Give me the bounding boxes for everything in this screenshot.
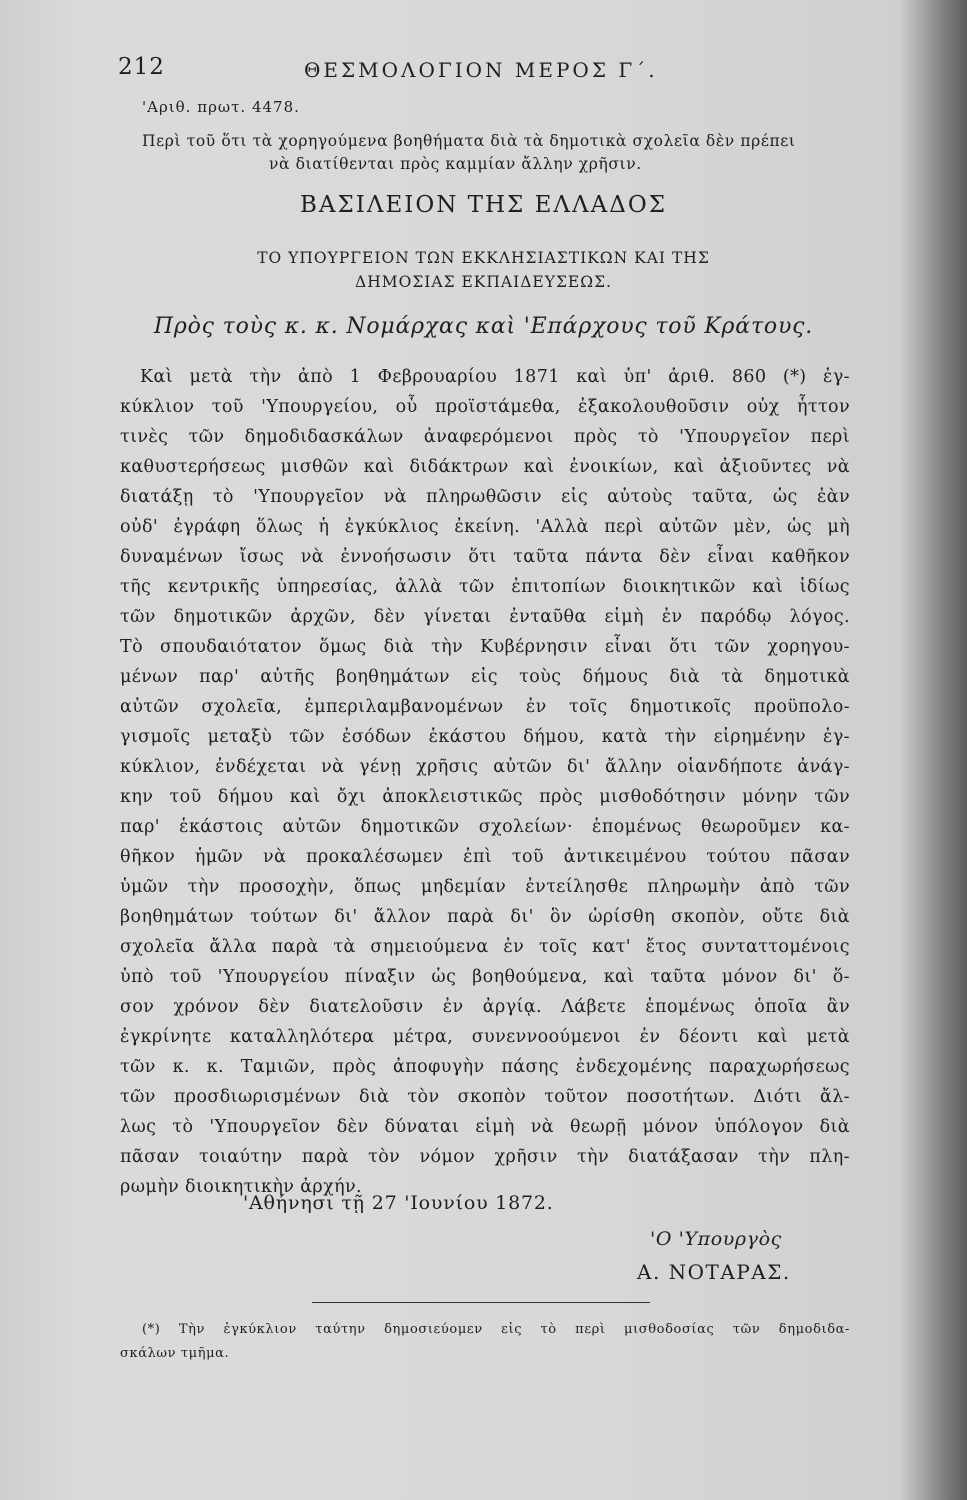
- footnote-divider: [312, 1302, 650, 1303]
- subject-line-2: νὰ διατίθενται πρὸς καμμίαν ἄλλην χρῆσιν.: [269, 155, 642, 173]
- body-line: θῆκον ἡμῶν νὰ προκαλέσωμεν ἐπὶ τοῦ ἀντικειμένου τούτου πᾶσαν: [120, 847, 850, 867]
- body-line: τῆς κεντρικῆς ὑπηρεσίας, ἀλλὰ τῶν ἐπιτοπίων διοικητικῶν καὶ ἰδίως: [120, 577, 850, 597]
- document-date: 'Αθήνησι τῇ 27 'Ιουνίου 1872.: [243, 1192, 554, 1214]
- body-line: ρωμὴν διοικητικὴν ἀρχήν.: [120, 1177, 362, 1197]
- body-line: τῶν δημοτικῶν ἀρχῶν, δὲν γίνεται ἐνταῦθα εἰμὴ ἐν παρόδῳ λόγος.: [120, 607, 850, 627]
- body-line: μένων παρ' αὐτῆς βοηθημάτων εἰς τοὺς δήμους διὰ τὰ δημοτικὰ: [120, 667, 850, 687]
- signature-name: Α. ΝΟΤΑΡΑΣ.: [637, 1260, 791, 1284]
- body-line: βοηθημάτων τούτων δι' ἄλλον παρὰ δι' ὃν ὡρίσθη σκοπὸν, οὔτε διὰ: [120, 907, 850, 927]
- page-number: 212: [118, 54, 165, 80]
- body-line: δυναμένων ἴσως νὰ ἐννοήσωσιν ὅτι ταῦτα πάντα δὲν εἶναι καθῆκον: [120, 547, 850, 567]
- body-line: πᾶσαν τοιαύτην παρὰ τὸν νόμον χρῆσιν τὴν διατάξασαν τὴν πλη-: [120, 1147, 850, 1167]
- ministry-heading: [0, 246, 967, 294]
- body-line: γισμοῖς μεταξὺ τῶν ἐσόδων ἑκάστου δήμου, κατὰ τὴν εἰρημένην ἐγ-: [120, 727, 850, 747]
- body-line: ὑμῶν τὴν προσοχὴν, ὅπως μηδεμίαν ἐντείλησθε πληρωμὴν ἀπὸ τῶν: [120, 877, 850, 897]
- addressee-line: Πρὸς τοὺς κ. κ. Νομάρχας καὶ 'Επάρχους τοῦ Κράτους.: [153, 314, 814, 339]
- footnote-line-2: σκάλων τμῆμα.: [120, 1346, 230, 1361]
- body-line: διατάξῃ τὸ 'Υπουργεῖον νὰ πληρωθῶσιν εἰς αὐτοὺς ταῦτα, ὡς ἐὰν: [120, 487, 850, 507]
- body-line: σον χρόνον δὲν διατελοῦσιν ἐν ἀργίᾳ. Λάβετε ἑπομένως ὁποῖα ἂν: [120, 997, 850, 1017]
- kingdom-heading: ΒΑΣΙΛΕΙΟΝ ΤΗΣ ΕΛΛΑΔΟΣ: [300, 192, 667, 218]
- body-line: Καὶ μετὰ τὴν ἀπὸ 1 Φεβρουαρίου 1871 καὶ ὑπ' ἀριθ. 860 (*) ἐγ-: [140, 367, 850, 387]
- body-line: οὐδ' ἐγράφη ὅλως ἡ ἐγκύκλιος ἐκείνη. 'Αλλὰ περὶ αὐτῶν μὲν, ὡς μὴ: [120, 517, 850, 537]
- footnote-line-1: (*) Τὴν ἐγκύκλιον ταύτην δημοσιεύομεν εἰς τὸ περὶ μισθοδοσίας τῶν δημοδιδα-: [142, 1322, 850, 1337]
- body-line: παρ' ἑκάστοις αὐτῶν δημοτικῶν σχολείων· ἑπομένως θεωροῦμεν κα-: [120, 817, 850, 837]
- body-line: λως τὸ 'Υπουργεῖον δὲν δύναται εἰμὴ νὰ θεωρῇ μόνον ὑπόλογον διὰ: [120, 1117, 850, 1137]
- body-line: καθυστερήσεως μισθῶν καὶ διδάκτρων καὶ ἐνοικίων, καὶ ἀξιοῦντες νὰ: [120, 457, 850, 477]
- body-line: κύκλιον, ἐνδέχεται νὰ γένῃ χρῆσις αὐτῶν δι' ἄλλην οἱανδήποτε ἀνάγ-: [120, 757, 850, 777]
- ministry-line-1: ΤΟ ΥΠΟΥΡΓΕΙΟΝ ΤΩΝ ΕΚΚΛΗΣΙΑΣΤΙΚΩΝ ΚΑΙ ΤΗΣ: [257, 249, 710, 267]
- body-line: αὐτῶν σχολεῖα, ἐμπεριλαμβανομένων ἐν τοῖς δημοτικοῖς προϋπολο-: [120, 697, 850, 717]
- body-line: τῶν προσδιωρισμένων διὰ τὸν σκοπὸν τοῦτον ποσοτήτων. Διότι ἄλ-: [120, 1087, 850, 1107]
- footnote: [120, 1318, 850, 1366]
- document-subject: [142, 130, 847, 176]
- body-line: ὑπὸ τοῦ 'Υπουργείου πίναξιν ὡς βοηθούμενα, καὶ ταῦτα μόνον δι' ὅ-: [120, 967, 850, 987]
- body-line: σχολεῖα ἄλλα παρὰ τὰ σημειούμενα ἐν τοῖς κατ' ἔτος συνταττομένοις: [120, 937, 850, 957]
- protocol-number: 'Αριθ. πρωτ. 4478.: [142, 98, 300, 116]
- signature-title: 'Ο 'Υπουργὸς: [650, 1228, 782, 1250]
- body-line: ἐγκρίνητε καταλληλότερα μέτρα, συνεννοούμενοι ἐν δέοντι καὶ μετὰ: [120, 1027, 850, 1047]
- body-line: κύκλιον τοῦ 'Υπουργείου, οὗ προϊστάμεθα, ἐξακολουθοῦσιν οὐχ ἧττον: [120, 397, 850, 417]
- circular-body: [120, 362, 850, 1202]
- running-title: ΘΕΣΜΟΛΟΓΙΟΝ ΜΕΡΟΣ Γ΄.: [304, 58, 658, 82]
- body-line: κην τοῦ δήμου καὶ ὄχι ἀποκλειστικῶς πρὸς μισθοδότησιν μόνην τῶν: [120, 787, 850, 807]
- ministry-line-2: ΔΗΜΟΣΙΑΣ ΕΚΠΑΙΔΕΥΣΕΩΣ.: [355, 273, 612, 291]
- body-line: τῶν κ. κ. Ταμιῶν, πρὸς ἀποφυγὴν πάσης ἐνδεχομένης παραχωρήσεως: [120, 1057, 850, 1077]
- body-line: Τὸ σπουδαιότατον ὅμως διὰ τὴν Κυβέρνησιν εἶναι ὅτι τῶν χορηγου-: [120, 637, 850, 657]
- body-line: τινὲς τῶν δημοδιδασκάλων ἀναφερόμενοι πρὸς τὸ 'Υπουργεῖον περὶ: [120, 427, 850, 447]
- subject-line-1: Περὶ τοῦ ὅτι τὰ χορηγούμενα βοηθήματα διὰ τὰ δημοτικὰ σχολεῖα δὲν πρέπει: [142, 132, 796, 150]
